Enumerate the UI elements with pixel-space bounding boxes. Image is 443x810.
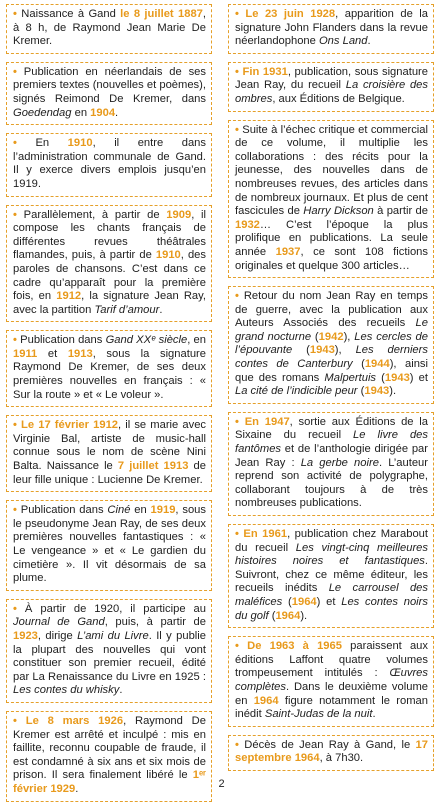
highlighted-date: En 1961 xyxy=(243,528,288,540)
text-run: ). xyxy=(389,385,397,398)
highlighted-date: 1964 xyxy=(253,694,279,707)
text-run: , Raymond De Kremer est arrêté et inculpé : mis en faillite, reconnu coupable de fraude, il est condamné à six ans et six mois de prison. Il sera finalement libéré le xyxy=(13,714,206,782)
timeline-entry xyxy=(228,524,434,628)
text-run: À partir de 1920, il participe au xyxy=(24,602,206,615)
timeline-entry xyxy=(6,4,212,54)
timeline-entry xyxy=(228,735,434,771)
italic-title: Journal de Gand xyxy=(13,616,105,629)
right-column xyxy=(228,4,434,779)
text-run: paraissent aux éditions Laffont quatre volumes trompeusement intitulés : xyxy=(235,640,428,680)
text-run: ( xyxy=(311,330,319,343)
text-run: ) et xyxy=(316,595,342,608)
highlighted-date: 17 septembre 1964 xyxy=(235,738,428,765)
text-run: ( xyxy=(376,371,385,384)
text-run: , apparition de la signature John Flanders dans la revue néerlandophone xyxy=(235,8,428,48)
text-run: , il entre dans l’administration communale de Gand. Il y exerce divers emplois jusqu’en 1919. xyxy=(13,137,206,190)
italic-title: Gand XXᵉ siècle xyxy=(105,334,188,347)
timeline-entry xyxy=(228,120,434,279)
timeline-entry xyxy=(228,4,434,54)
text-run: … C’est l’époque la plus prolifique en publications. La seule année xyxy=(235,218,428,258)
italic-title: La gerbe noire xyxy=(300,456,379,469)
italic-title: Ciné xyxy=(107,504,131,517)
text-run: Naissance à Gand xyxy=(21,8,121,20)
text-run: ), xyxy=(334,344,356,357)
italic-title: Goedendag xyxy=(13,106,72,119)
text-run: et de l’anthologie dirigée par Jean Ray : xyxy=(235,443,428,469)
bullet-icon: • xyxy=(13,8,17,20)
highlighted-date: 1932 xyxy=(235,218,260,231)
entry-text xyxy=(13,209,206,318)
text-run: En xyxy=(35,137,68,150)
text-run: . Dans le deuxième volume en xyxy=(235,680,428,707)
timeline-entry xyxy=(6,330,212,407)
text-run: ( xyxy=(357,385,365,398)
text-run: , publication chez Marabout du recueil xyxy=(235,528,429,554)
text-run: de leur fille unique : Lucienne De Kremer. xyxy=(13,460,206,486)
italic-title: Les derniers contes de Canterbury xyxy=(235,344,428,371)
italic-title: Le grand nocturne xyxy=(235,317,428,343)
bullet-icon: • xyxy=(13,208,17,221)
text-run: , aux Éditions de Belgique. xyxy=(272,92,405,105)
entry-text xyxy=(235,290,428,399)
bullet-icon: • xyxy=(235,528,239,540)
text-run: , sous le pseudonyme Jean Ray, de ses deux premières nouvelles fantastiques : « Le vengeance » et « Le gardien du cimetière ». Il vit désormais de sa plume. xyxy=(13,504,206,585)
highlighted-date: En 1947 xyxy=(244,415,290,428)
text-run: Parallèlement, à partir de xyxy=(23,208,167,221)
entry-text xyxy=(13,137,206,191)
text-run: en xyxy=(71,106,91,119)
italic-title: Les vingt-cinq meilleures histoires noires et fantastiques xyxy=(235,541,428,568)
bullet-icon: • xyxy=(13,504,17,517)
text-run: , la signature Jean Ray, avec la partition xyxy=(13,290,207,316)
entry-text xyxy=(235,416,428,511)
text-run: Publication dans xyxy=(20,504,108,517)
italic-title: La cité de l’indicible peur xyxy=(235,385,358,398)
text-run: , il compose les chants français de différentes revues théâtrales flamandes, puis, à partir de xyxy=(13,208,207,262)
text-run: , en xyxy=(187,334,206,347)
text-run: Publication dans xyxy=(20,334,106,347)
text-run: , il se marie avec Virginie Bal, artiste de music-hall connue sous le nom de scène Nini Balta. Naissance le xyxy=(13,419,207,473)
text-run: . xyxy=(75,782,79,795)
italic-title: Le livre des fantômes xyxy=(235,429,429,456)
timeline-entry xyxy=(228,636,434,727)
timeline-entry xyxy=(228,286,434,404)
bullet-icon: • xyxy=(13,602,17,615)
italic-title: Les contes noirs du golf xyxy=(235,595,428,622)
timeline-entry xyxy=(6,500,212,591)
highlighted-date: 1ᵉʳ février 1929 xyxy=(13,769,206,795)
bullet-icon: • xyxy=(235,640,239,653)
italic-title: Les contes du whisky xyxy=(13,684,120,697)
highlighted-date: 1943 xyxy=(309,344,335,357)
entry-text xyxy=(235,739,428,766)
text-run: . xyxy=(367,35,371,48)
text-run: en xyxy=(130,504,151,517)
highlighted-date: 1944 xyxy=(364,358,390,371)
entry-text xyxy=(235,66,428,107)
italic-title: L’ami du Livre xyxy=(77,629,149,642)
text-run: ), xyxy=(343,330,355,343)
text-run: . xyxy=(159,303,163,316)
italic-title: Le carrousel des maléfices xyxy=(235,582,428,608)
highlighted-date: 1943 xyxy=(364,385,390,398)
bullet-icon: • xyxy=(13,334,17,347)
highlighted-date: le 8 juillet 1887 xyxy=(120,8,203,20)
italic-title: Ons Land xyxy=(318,35,368,48)
text-run: ) et xyxy=(409,371,428,384)
entry-text xyxy=(13,334,206,402)
text-run: , puis, à partir de xyxy=(104,616,206,629)
text-run: , publication, sous signature Jean Ray, du recueil xyxy=(235,65,428,92)
timeline-entry xyxy=(6,205,212,323)
highlighted-date: 1912 xyxy=(56,290,82,303)
entry-text xyxy=(235,640,428,722)
highlighted-date: 1913 xyxy=(67,347,93,360)
bullet-icon: • xyxy=(13,65,17,78)
entry-text xyxy=(235,124,428,274)
entry-text xyxy=(13,419,206,487)
text-run: ( xyxy=(352,358,365,371)
highlighted-date: 1964 xyxy=(275,609,301,622)
text-run: , des paroles de chansons. C’est dans ce cadre qu’apparaît pour la première fois, en xyxy=(13,249,206,303)
highlighted-date: 1919 xyxy=(150,504,176,517)
text-run: , à 8 h, de Raymond Jean Marie De Kremer. xyxy=(13,8,206,48)
highlighted-date: 1937 xyxy=(275,245,301,258)
text-run: , à 7h30. xyxy=(319,752,364,765)
italic-title: Harry Dickson xyxy=(303,205,374,218)
highlighted-date: Le 17 février 1912 xyxy=(21,419,119,432)
left-column xyxy=(6,4,212,810)
highlighted-date: Fin 1931 xyxy=(242,65,288,78)
italic-title: Les cercles de l’épouvante xyxy=(235,330,428,357)
text-run: ). xyxy=(300,609,308,622)
highlighted-date: 1911 xyxy=(13,347,38,360)
timeline-entry xyxy=(228,62,434,112)
text-run: Suite à l’échec critique et commercial de ce volume, il multiplie les collaborations : des récits pour la jeunesse, des nouvelles dans de nombreuses revues, des articles dans de nombreux journaux. Et plus de cent fascicules de xyxy=(235,123,429,218)
bullet-icon: • xyxy=(235,415,239,428)
text-run: Retour du nom Jean Ray en temps de guerre, avec la publication aux Auteurs Associés des recueils xyxy=(235,290,428,330)
entry-text xyxy=(235,528,428,623)
italic-title: La croisière des ombres xyxy=(235,79,428,105)
highlighted-date: Le 8 mars 1926 xyxy=(25,714,124,727)
bullet-icon: • xyxy=(13,137,17,150)
text-run: à partir de xyxy=(373,205,429,218)
text-run: figure notamment le roman inédit xyxy=(235,694,428,721)
bullet-icon: • xyxy=(235,123,239,136)
highlighted-date: 1942 xyxy=(318,330,344,343)
highlighted-date: 1964 xyxy=(291,595,317,608)
text-run: , dirige xyxy=(37,629,78,642)
entry-text xyxy=(13,603,206,698)
highlighted-date: 1904 xyxy=(90,106,116,119)
entry-text xyxy=(13,8,206,49)
highlighted-date: Le 23 juin 1928 xyxy=(245,8,336,20)
text-run: , sous la signature Raymond De Kremer, de ses deux premières nouvelles en français : « Sur la route » et « Le voleur ». xyxy=(13,347,207,401)
timeline-entry xyxy=(6,133,212,196)
timeline-entry xyxy=(6,415,212,492)
bullet-icon: • xyxy=(235,8,239,20)
timeline-entry xyxy=(6,62,212,125)
bullet-icon: • xyxy=(235,738,239,751)
highlighted-date: 1909 xyxy=(166,208,192,221)
bullet-icon: • xyxy=(13,419,17,432)
text-run: ( xyxy=(282,595,292,608)
bullet-icon: • xyxy=(13,714,17,727)
italic-title: Malpertuis xyxy=(324,371,377,384)
text-run: Publication en néerlandais de ses premiers textes (nouvelles et poèmes), signés Reimond De Kremer, dans xyxy=(13,65,206,105)
page-number: 2 xyxy=(218,778,225,790)
text-run: . xyxy=(372,708,376,721)
text-run: Décès de Jean Ray à Gand, le xyxy=(244,738,416,751)
highlighted-date: De 1963 à 1965 xyxy=(247,640,342,653)
timeline-entry xyxy=(6,599,212,703)
italic-title: Saint-Judas de la nuit xyxy=(264,708,373,721)
entry-text xyxy=(13,66,206,120)
text-run: . Suivront, chez ce même éditeur, les recueils inédits xyxy=(235,555,428,595)
text-run: ( xyxy=(268,609,276,622)
bullet-icon: • xyxy=(235,290,239,303)
italic-title: Œuvres complètes xyxy=(235,667,428,693)
timeline-entry xyxy=(228,412,434,516)
entry-text xyxy=(13,504,206,586)
text-run: ), ainsi que des romans xyxy=(235,358,428,384)
entry-text xyxy=(235,8,428,49)
text-run: . xyxy=(119,684,123,697)
text-run: , sortie aux Éditions de la Sixaine du recueil xyxy=(235,415,429,442)
text-run: , ce sont 108 fictions originales et quelque 300 articles… xyxy=(235,245,429,272)
text-run: . xyxy=(115,106,119,119)
highlighted-date: 1923 xyxy=(13,629,38,642)
text-run: . Il y publie la plupart des nouvelles qui vont constituer son premier recueil, édité par La Renaissance du Livre en 1925 : xyxy=(13,629,206,683)
text-run: ( xyxy=(292,344,310,357)
text-run: . L’auteur reprend son activité de polygraphe, collaborant toujours à de très nombreuses publications. xyxy=(235,456,429,510)
highlighted-date: 7 juillet 1913 xyxy=(117,460,189,473)
highlighted-date: 1910 xyxy=(67,137,93,150)
bullet-icon: • xyxy=(235,65,239,78)
highlighted-date: 1943 xyxy=(384,371,410,384)
text-run: et xyxy=(37,347,68,360)
italic-title: Tarif d’amour xyxy=(94,303,160,316)
highlighted-date: 1910 xyxy=(155,249,181,262)
